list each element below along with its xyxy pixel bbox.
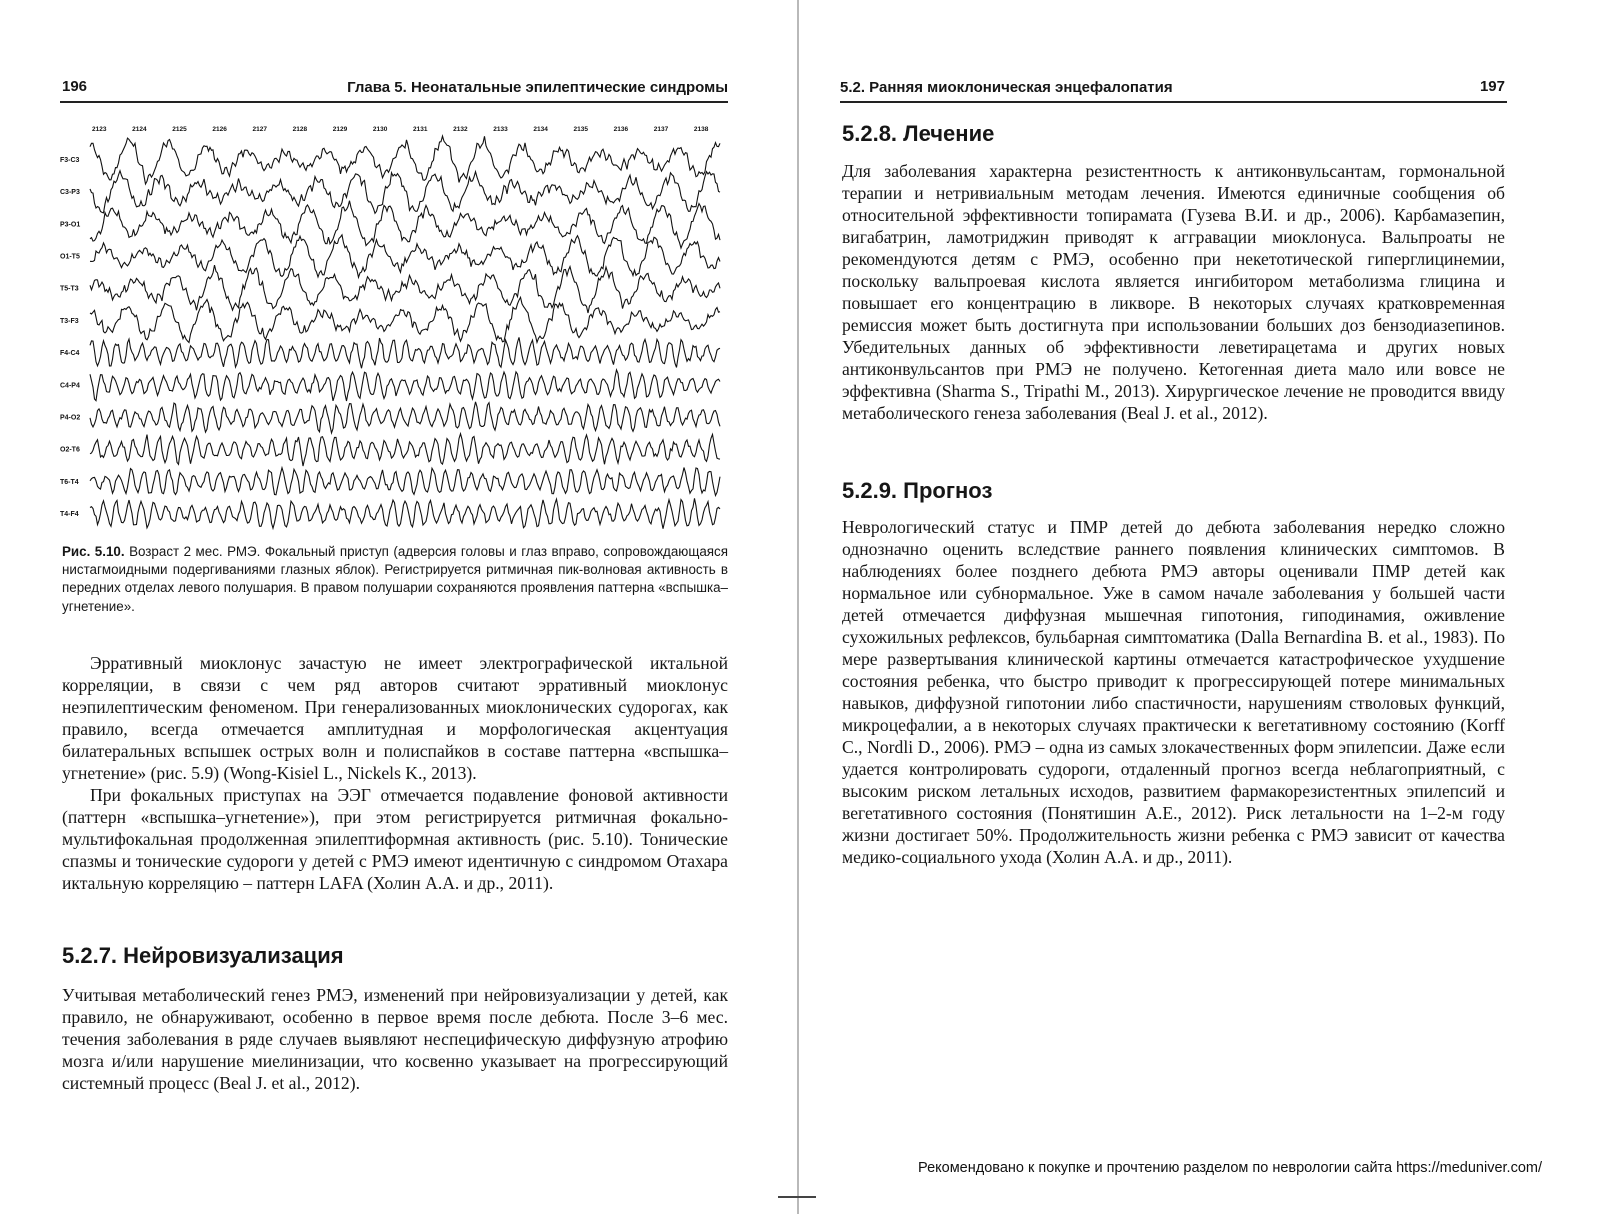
eeg-trace xyxy=(90,265,720,313)
eeg-channel-label: P3-O1 xyxy=(60,221,81,229)
paragraph: При фокальных приступах на ЭЭГ отмечается подавление фоновой активности (паттерн «вспышка–угнетение»), при этом регистрируется ритмичная фокально-мультифокальная продолженная эпилептиформная активность (рис. 5.10). Тонические спазмы и тонические судороги у детей с РМЭ имеют идентичную с синдромом Отахара иктальную корреляцию – паттерн LAFA (Холин А.А. и др., 2011). xyxy=(62,785,728,893)
page-number: 196 xyxy=(62,78,88,95)
eeg-channel-label: C3-P3 xyxy=(60,189,80,197)
section-text xyxy=(842,160,1505,424)
page-number: 197 xyxy=(1479,78,1505,95)
eeg-time-tick: 2125 xyxy=(172,126,187,133)
eeg-channel-label: T5-T3 xyxy=(60,285,79,293)
eeg-time-tick: 2127 xyxy=(252,126,267,133)
eeg-time-ticks xyxy=(92,126,709,133)
header-rule xyxy=(60,101,728,103)
eeg-channel-label: T4-F4 xyxy=(60,511,79,518)
eeg-time-tick: 2134 xyxy=(533,126,548,133)
eeg-trace xyxy=(90,297,720,342)
eeg-channel-label: T6-T4 xyxy=(60,478,79,486)
section-text xyxy=(842,516,1505,868)
section-heading: 5.2.7. Нейровизуализация xyxy=(62,943,344,968)
eeg-trace xyxy=(90,136,720,184)
eeg-figure xyxy=(60,122,728,532)
eeg-time-tick: 2137 xyxy=(653,126,669,133)
book-spine xyxy=(797,0,799,1214)
figure-label: Рис. 5.10. xyxy=(62,544,125,559)
eeg-channel-label: O2-T6 xyxy=(60,446,80,454)
running-header: 5.2. Ранняя миоклоническая энцефалопатия xyxy=(840,79,1173,96)
eeg-trace xyxy=(90,337,720,368)
paragraph: Эрративный миоклонус зачастую не имеет электрографической иктальной корреляции, в связи с чем ряд авторов считают эрративный миоклонус неэпилептическим феноменом. При генерализованных миоклонических судорогах, как правило, всегда отмечается амплитудная и морфологическая акцентуация билатеральных вспышек острых волн и полиспайков в составе паттерна «вспышка–угнетение» (рис. 5.9) (Wong-Kisiel L., Nickels K., 2013). xyxy=(62,653,728,783)
figure-caption xyxy=(62,543,728,616)
right-page xyxy=(800,0,1600,1214)
running-header: Глава 5. Неонатальные эпилептические синдромы xyxy=(347,79,728,96)
eeg-trace xyxy=(90,434,720,466)
eeg-time-tick: 2135 xyxy=(573,126,588,133)
eeg-traces xyxy=(90,136,720,529)
eeg-trace xyxy=(90,235,720,277)
eeg-time-tick: 2133 xyxy=(493,126,508,133)
eeg-trace xyxy=(90,468,720,496)
eeg-time-tick: 2126 xyxy=(212,126,227,133)
paragraph: Неврологический статус и ПМР детей до дебюта заболевания нередко сложно однозначно оценить вследствие раннего появления клинических симптомов. В наблюдениях более позднего дебюта РМЭ авторы оценивали ПМР детей как нормальное или субнормальное. Уже в самом начале заболевания у большей части детей отмечается диффузная мышечная гипотония, гиподинамия, оживление сухожильных рефлексов, бульбарная симптоматика (Dalla Bernardina B. et al., 1983). По мере развертывания клинической картины отмечается катастрофическое ухудшение состояния ребенка, что быстро приводит к прогрессирующей потере минимальных навыков, диффузной гипотонии либо спастичности, нарушениям стволовых функций, микроцефалии, а в некоторых случаях практически к вегетативному состоянию (Korff C., Nordli D., 2006). РМЭ – одна из самых злокачественных форм эпилепсии. Даже если удается контролировать судороги, отдаленный прогноз всегда неблагоприятный, с высоким риском летальных исходов, развитием фармакорезистентных эпилепсий и вегетативного состояния (Понятишин А.Е., 2012). Риск летальности на 1–2-м году жизни достигает 50%. Продолжительность жизни ребенка с РМЭ зависит от качества медико-социального ухода (Холин А.А. и др., 2011). xyxy=(842,517,1505,867)
eeg-channel-label: F3-C3 xyxy=(60,157,80,164)
eeg-trace xyxy=(90,370,720,401)
section-heading: 5.2.8. Лечение xyxy=(842,121,995,146)
eeg-time-tick: 2130 xyxy=(372,126,388,133)
figure-caption-text: Возраст 2 мес. РМЭ. Фокальный приступ (адверсия головы и глаз вправо, сопровождающаяся нистагмоидными подергиваниями глазных яблок). Регистрируется ритмичная пик-волновая активность в передних отделах левого полушария. В правом полушарии сохраняются проявления паттерна «вспышка–угнетение». xyxy=(62,544,728,614)
section-text xyxy=(62,984,728,1094)
left-body-text xyxy=(62,652,728,894)
left-page xyxy=(0,0,795,1214)
eeg-time-tick: 2138 xyxy=(693,126,709,133)
eeg-channel-labels xyxy=(60,157,80,518)
eeg-time-tick: 2129 xyxy=(332,126,348,133)
paragraph: Для заболевания характерна резистентность к антиконвульсантам, гормональной терапии и нетривиальным методам лечения. Имеются единичные сообщения об относительной эффективности топирамата (Гузева В.И. и др., 2006). Карбамазепин, вигабатрин, ламотриджин приводят к аггравации миоклонуса. Вальпроаты не рекомендуются детям с РМЭ, особенно при некетотической гиперглицинемии, поскольку вальпроевая кислота является ингибитором метаболизма глицина и повышает его концентрацию в ликворе. В некоторых случаях кратковременная ремиссия может быть достигнута при использовании больших доз бензодиазепинов. Убедительных данных об эффективности леветирацетама и других новых антиконвульсантов при РМЭ не получено. Кетогенная диета мало или вовсе не эффективна (Sharma S., Tripathi M., 2013). Хирургическое лечение не проводится ввиду метаболического генеза заболевания (Beal J. et al., 2012). xyxy=(842,161,1505,423)
header-rule xyxy=(840,101,1507,103)
eeg-time-tick: 2132 xyxy=(453,126,468,133)
eeg-channel-label: P4-O2 xyxy=(60,414,81,422)
eeg-channel-label: T3-F3 xyxy=(60,317,79,325)
eeg-trace xyxy=(90,201,720,248)
eeg-time-tick: 2124 xyxy=(132,126,147,133)
eeg-channel-label: C4-P4 xyxy=(60,382,80,390)
eeg-trace xyxy=(90,171,720,214)
eeg-channel-label: F4-C4 xyxy=(60,350,80,358)
eeg-time-tick: 2128 xyxy=(292,126,308,133)
eeg-trace xyxy=(90,402,720,433)
eeg-channel-label: O1-T5 xyxy=(60,253,80,261)
eeg-time-tick: 2136 xyxy=(613,126,629,133)
eeg-time-tick: 2123 xyxy=(92,126,107,133)
eeg-trace xyxy=(90,498,720,528)
footer-note: Рекомендовано к покупке и прочтению разделом по неврологии сайта https://meduniver.com/ xyxy=(918,1160,1542,1176)
paragraph: Учитывая метаболический генез РМЭ, изменений при нейровизуализации у детей, как правило, не обнаруживают, особенно в первое время после дебюта. После 3–6 мес. течения заболевания в ряде случаев выявляют неспецифическую диффузную атрофию мозга и/или нарушение миелинизации, что косвенно указывает на прогрессирующий системный процесс (Beal J. et al., 2012). xyxy=(62,985,728,1093)
section-heading: 5.2.9. Прогноз xyxy=(842,478,993,503)
eeg-time-tick: 2131 xyxy=(413,126,428,133)
